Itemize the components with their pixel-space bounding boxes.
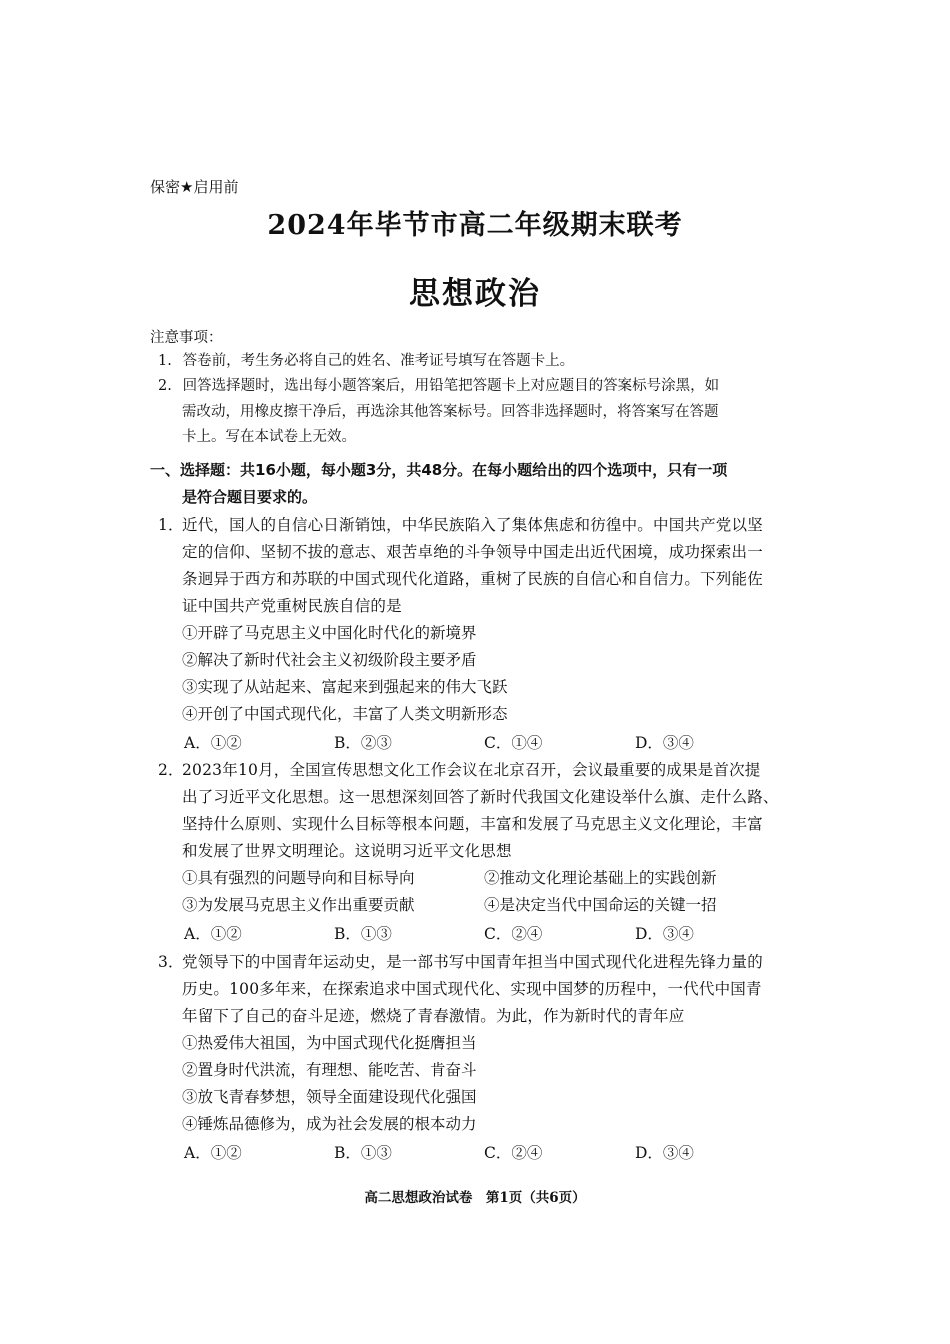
subject-title: 思想政治 [409,276,541,312]
answer-choice-c: C．①④ [484,734,543,752]
question-stem-line: 历史。100多年来，在探索追求中国式现代化、实现中国梦的历程中，一代代中国青 [182,980,762,998]
answer-choice-b: B．①③ [334,1144,392,1162]
question-option: ③实现了从站起来、富起来到强起来的伟大飞跃 [182,678,508,696]
question-number: 2． [158,761,184,779]
question-option: ③为发展马克思主义作出重要贡献 [182,896,415,914]
page-footer: 高二思想政治试卷 第1页（共6页） [364,1190,586,1206]
question-option: ②解决了新时代社会主义初级阶段主要矛盾 [182,651,477,669]
question-option: ②推动文化理论基础上的实践创新 [484,869,717,887]
question-stem-line: 出了习近平文化思想。这一思想深刻回答了新时代我国文化建设举什么旗、走什么路、 [182,788,779,806]
note-text: 需改动，用橡皮擦干净后，再选涂其他答案标号。回答非选择题时，将答案写在答题 [182,404,719,420]
question-option: ①开辟了马克思主义中国化时代化的新境界 [182,624,477,642]
answer-choice-d: D．③④ [635,734,694,752]
question-stem-line: 年留下了自己的奋斗足迹，燃烧了青春激情。为此，作为新时代的青年应 [182,1007,685,1025]
question-option: ④开创了中国式现代化，丰富了人类文明新形态 [182,705,508,723]
answer-choice-d: D．③④ [635,925,694,943]
question-number: 1． [158,516,184,534]
confidential-label: 保密★启用前 [150,178,239,196]
question-stem-line: 条迥异于西方和苏联的中国式现代化道路，重树了民族的自信心和自信力。下列能佐 [182,570,763,588]
answer-choice-a: A．①② [184,1144,242,1162]
exam-title: 2024年毕节市高二年级期末联考 [267,210,683,241]
note-number: 2. [158,378,172,394]
answer-choice-b: B．②③ [334,734,392,752]
note-text: 回答选择题时，选出每小题答案后，用铅笔把答题卡上对应题目的答案标号涂黑，如 [182,378,720,394]
section-heading-cont: 是符合题目要求的。 [182,488,318,506]
question-stem-line: 坚持什么原则、实现什么目标等根本问题，丰富和发展了马克思主义文化理论，丰富 [182,815,763,833]
section-heading: 一、选择题：共16小题，每小题3分，共48分。在每小题给出的四个选项中，只有一项 [150,461,728,479]
answer-choice-b: B．①③ [334,925,392,943]
question-stem-line: 定的信仰、坚韧不拔的意志、艰苦卓绝的斗争领导中国走出近代困境，成功探索出一 [182,543,763,561]
note-number: 1. [158,353,172,369]
answer-choice-d: D．③④ [635,1144,694,1162]
question-number: 3． [158,953,184,971]
note-item [158,349,574,370]
answer-choice-a: A．①② [184,925,242,943]
notes-heading: 注意事项： [150,330,223,346]
question-option: ①热爱伟大祖国，为中国式现代化挺膺担当 [182,1034,477,1052]
note-text: 答卷前，考生务必将自己的姓名、准考证号填写在答题卡上。 [182,353,575,369]
answer-choice-c: C．②④ [484,925,543,943]
question-option: ④锤炼品德修为，成为社会发展的根本动力 [182,1115,477,1133]
question-option: ④是决定当代中国命运的关键一招 [484,896,717,914]
question-stem-line: 证中国共产党重树民族自信的是 [182,597,402,615]
answer-choice-c: C．②④ [484,1144,543,1162]
question-option: ①具有强烈的问题导向和目标导向 [182,869,415,887]
note-item [158,374,719,395]
question-stem-line: 近代，国人的自信心日渐销蚀，中华民族陷入了集体焦虑和彷徨中。中国共产党以坚 [182,516,763,534]
question-stem-line: 和发展了世界文明理论。这说明习近平文化思想 [182,842,512,860]
question-option: ②置身时代洪流，有理想、能吃苦、肯奋斗 [182,1061,477,1079]
answer-choice-a: A．①② [184,734,242,752]
note-text: 卡上。写在本试卷上无效。 [182,429,356,445]
question-stem-line: 党领导下的中国青年运动史，是一部书写中国青年担当中国式现代化进程先锋力量的 [182,953,763,971]
question-option: ③放飞青春梦想，领导全面建设现代化强国 [182,1088,477,1106]
question-stem-line: 2023年10月，全国宣传思想文化工作会议在北京召开，会议最重要的成果是首次提 [182,761,761,779]
